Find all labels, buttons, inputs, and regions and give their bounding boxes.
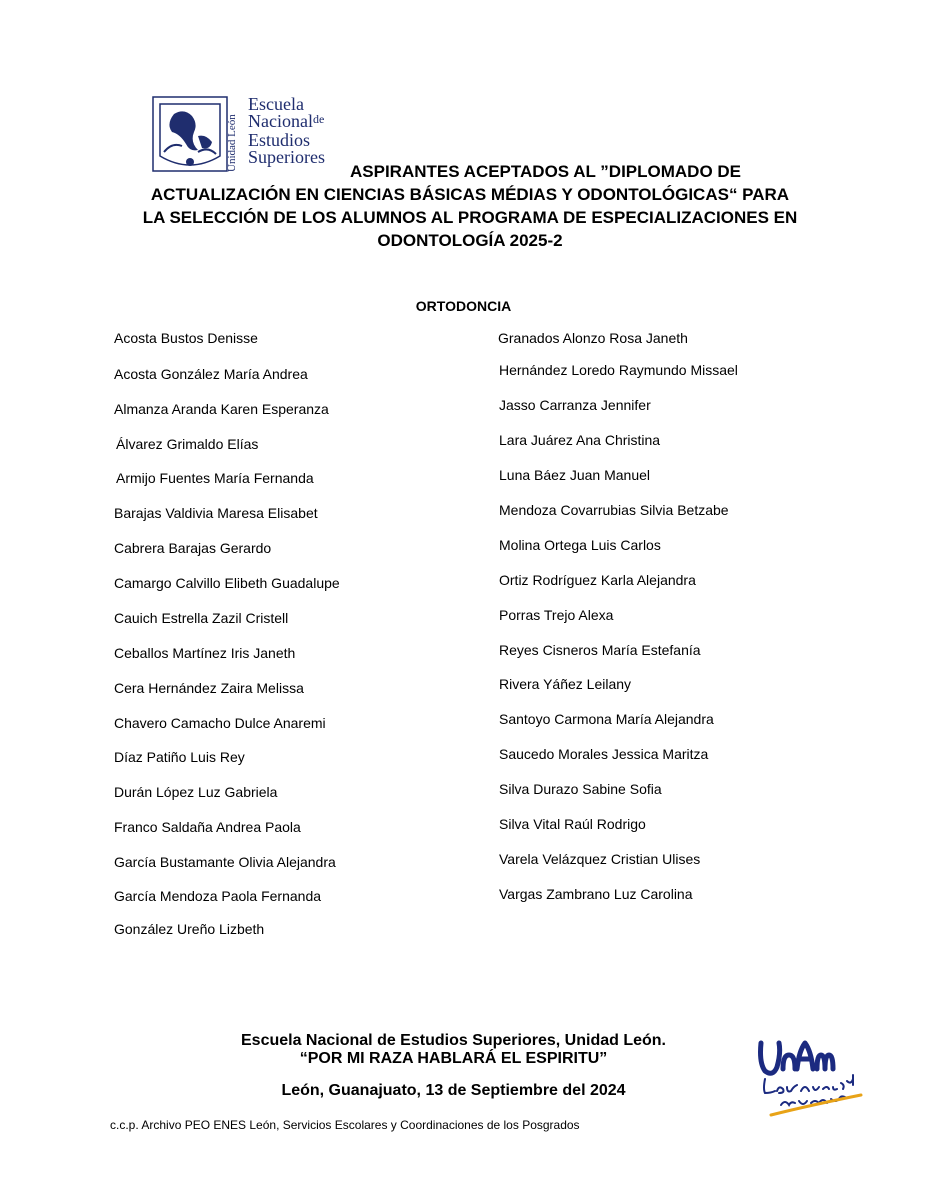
- name-list-item: Almanza Aranda Karen Esperanza: [114, 401, 329, 417]
- name-list-item: Luna Báez Juan Manuel: [499, 467, 650, 483]
- school-line-4: Superiores: [248, 147, 325, 167]
- name-list-item: Armijo Fuentes María Fernanda: [116, 470, 314, 486]
- carbon-copy-note: c.c.p. Archivo PEO ENES León, Servicios Escolares y Coordinaciones de los Posgrados: [110, 1118, 580, 1132]
- name-list-item: Cabrera Barajas Gerardo: [114, 540, 272, 556]
- name-list-item: Saucedo Morales Jessica Maritza: [499, 746, 709, 762]
- school-line-3: Estudios: [248, 130, 311, 150]
- name-list-item: Reyes Cisneros María Estefanía: [499, 642, 701, 658]
- name-list-item: Porras Trejo Alexa: [499, 607, 614, 623]
- name-list-item: Cera Hernández Zaira Melissa: [114, 680, 304, 696]
- name-list-item: Acosta González María Andrea: [114, 366, 308, 382]
- name-list-item: Granados Alonzo Rosa Janeth: [498, 330, 688, 346]
- name-list-item: González Ureño Lizbeth: [114, 921, 265, 937]
- name-list-item: García Mendoza Paola Fernanda: [114, 888, 322, 904]
- unam-logo-icon: [757, 1035, 867, 1120]
- name-list-item: Hernández Loredo Raymundo Missael: [499, 362, 738, 378]
- name-list-item: Camargo Calvillo Elibeth Guadalupe: [114, 575, 340, 591]
- name-list-item: Díaz Patiño Luis Rey: [114, 749, 245, 765]
- footer-motto: “POR MI RAZA HABLARÁ EL ESPIRITU”: [299, 1050, 608, 1067]
- name-list-item: Mendoza Covarrubias Silvia Betzabe: [499, 502, 729, 518]
- name-list-item: Chavero Camacho Dulce Anaremi: [114, 715, 326, 731]
- name-list-item: Álvarez Grimaldo Elías: [116, 436, 259, 452]
- footer-institution: Escuela Nacional de Estudios Superiores, Unidad León.: [241, 1032, 666, 1049]
- name-list-item: Franco Saldaña Andrea Paola: [114, 819, 301, 835]
- title-line-3: LA SELECCIÓN DE LOS ALUMNOS AL PROGRAMA DE ESPECIALIZACIONES EN: [142, 208, 798, 227]
- name-list-item: Ceballos Martínez Iris Janeth: [114, 645, 296, 661]
- name-list-item: Jasso Carranza Jennifer: [499, 397, 651, 413]
- document-title: [100, 160, 840, 252]
- name-list-item: Silva Vital Raúl Rodrigo: [499, 816, 646, 832]
- name-list-item: Silva Durazo Sabine Sofia: [499, 781, 662, 797]
- name-list-item: Lara Juárez Ana Christina: [499, 432, 661, 448]
- title-line-2: ACTUALIZACIÓN EN CIENCIAS BÁSICAS MÉDIAS Y ODONTOLÓGICAS“ PARA: [150, 185, 790, 204]
- footer-place-date: León, Guanajuato, 13 de Septiembre del 2024: [281, 1082, 626, 1099]
- title-line-1: ASPIRANTES ACEPTADOS AL ”DIPLOMADO DE: [350, 162, 742, 181]
- name-list-item: Cauich Estrella Zazil Cristell: [114, 610, 289, 626]
- title-line-4: ODONTOLOGÍA 2025-2: [377, 231, 563, 250]
- name-list-item: Ortiz Rodríguez Karla Alejandra: [499, 572, 696, 588]
- school-line-2-small: de: [312, 112, 325, 126]
- name-list-item: Rivera Yáñez Leilany: [499, 676, 632, 692]
- name-list-item: Molina Ortega Luis Carlos: [499, 537, 661, 553]
- name-list-item: Barajas Valdivia Maresa Elisabet: [114, 505, 318, 521]
- name-list-item: Acosta Bustos Denisse: [114, 330, 258, 346]
- section-title: ORTODONCIA: [415, 298, 512, 314]
- school-name: [248, 96, 325, 166]
- school-line-1: Escuela: [248, 94, 304, 114]
- school-line-2-main: Nacional: [248, 111, 313, 131]
- name-list-item: García Bustamante Olivia Alejandra: [114, 854, 336, 870]
- unit-label: Unidad León: [226, 114, 238, 172]
- name-list-item: Santoyo Carmona María Alejandra: [499, 711, 714, 727]
- name-list-item: Vargas Zambrano Luz Carolina: [499, 886, 693, 902]
- name-list-item: Durán López Luz Gabriela: [114, 784, 278, 800]
- name-list-item: Varela Velázquez Cristian Ulises: [499, 851, 701, 867]
